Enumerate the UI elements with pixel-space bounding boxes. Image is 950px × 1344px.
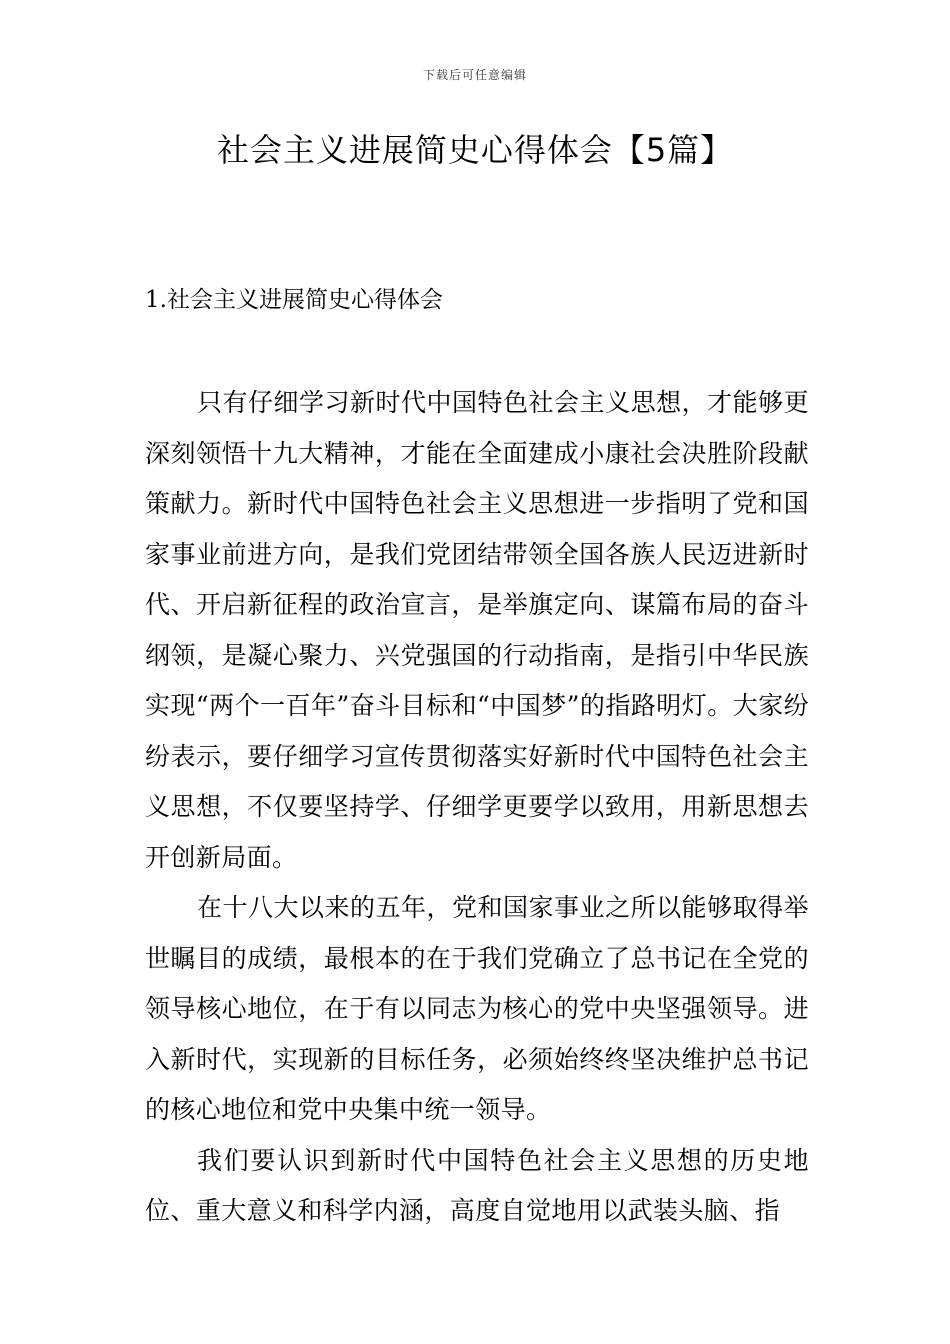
header-note: 下载后可任意编辑 <box>422 68 527 82</box>
document-title: 社会主义进展简史心得体会【5篇】 <box>216 131 734 169</box>
paragraph-3: 我们要认识到新时代中国特色社会主义思想的历史地位、重大意义和科学内涵，高度自觉地用以武装头脑、指 <box>145 1145 809 1225</box>
paragraph-1: 只有仔细学习新时代中国特色社会主义思想，才能够更深刻领悟十九大精神，才能在全面建成小康社会决胜阶段献策献力。新时代中国特色社会主义思想进一步指明了党和国家事业前进方向，是我们党团结带领全国各族人民迈进新时代、开启新征程的政治宣言，是举旗定向、谋篇布局的奋斗纲领，是凝心聚力、兴党强国的行动指南，是指引中华民族实现“两个一百年”奋斗目标和“中国梦”的指路明灯。大家纷纷表示，要仔细学习宣传贯彻落实好新时代中国特色社会主义思想，不仅要坚持学、仔细学更要学以致用，用新思想去开创新局面。 <box>145 388 809 872</box>
paragraph-2: 在十八大以来的五年，党和国家事业之所以能够取得举世瞩目的成绩，最根本的在于我们党确立了总书记在全党的领导核心地位，在于有以同志为核心的党中央坚强领导。进入新时代，实现新的目标任务，必须始终终坚决维护总书记的核心地位和党中央集中统一领导。 <box>145 893 809 1124</box>
section-heading: 1.社会主义进展简史心得体会 <box>145 287 443 313</box>
body-text <box>145 378 809 1237</box>
